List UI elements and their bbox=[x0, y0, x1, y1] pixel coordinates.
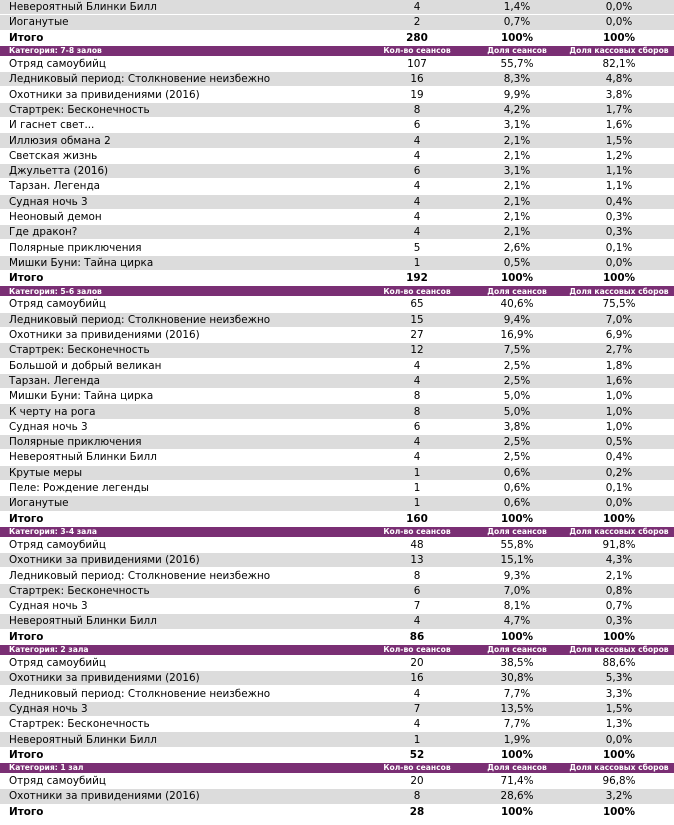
sessions-share: 0,5% bbox=[503, 256, 531, 269]
box-office-share: 4,8% bbox=[605, 73, 633, 86]
table-row bbox=[0, 328, 674, 343]
film-title: Где дракон? bbox=[9, 226, 78, 239]
total-box-office-share: 100% bbox=[602, 512, 636, 525]
film-title: Светская жизнь bbox=[9, 149, 98, 162]
sessions-count: 2 bbox=[413, 16, 421, 29]
category-header bbox=[0, 46, 674, 57]
sessions-share: 55,7% bbox=[500, 58, 534, 71]
sessions-count: 1 bbox=[413, 256, 421, 269]
total-sessions: 280 bbox=[406, 31, 428, 44]
total-box-office-share: 100% bbox=[602, 805, 636, 818]
sessions-share: 2,1% bbox=[503, 134, 531, 147]
sessions-share: 4,2% bbox=[503, 103, 531, 116]
sessions-count: 4 bbox=[413, 180, 421, 193]
sessions-count: 4 bbox=[413, 211, 421, 223]
film-title: Невероятный Блинки Билл bbox=[9, 615, 157, 628]
column-header-box-office-share: Доля кассовых сборов bbox=[569, 46, 669, 56]
sessions-share: 4,7% bbox=[503, 615, 531, 628]
sessions-share: 9,3% bbox=[503, 569, 531, 582]
film-title: И гаснет свет... bbox=[9, 119, 95, 132]
category-label: Категория: 3-4 зала bbox=[9, 527, 97, 537]
total-sessions-share: 100% bbox=[500, 748, 534, 761]
sessions-share: 2,5% bbox=[503, 359, 531, 372]
box-office-share: 0,4% bbox=[605, 451, 633, 464]
category-label: Категория: 5-6 залов bbox=[9, 286, 102, 296]
box-office-share: 0,0% bbox=[605, 256, 633, 269]
total-sessions: 160 bbox=[406, 512, 428, 525]
sessions-share: 15,1% bbox=[500, 554, 534, 567]
total-row bbox=[0, 271, 674, 286]
total-sessions: 52 bbox=[409, 748, 425, 761]
sessions-share: 2,1% bbox=[503, 211, 531, 223]
box-office-share: 82,1% bbox=[602, 58, 636, 71]
table-row bbox=[0, 0, 674, 15]
category-label: Категория: 2 зала bbox=[9, 645, 89, 655]
film-title: Судная ночь 3 bbox=[9, 600, 88, 613]
total-label: Итого bbox=[9, 805, 44, 818]
film-title: Йоганутые bbox=[9, 16, 69, 29]
total-row bbox=[0, 630, 674, 645]
total-sessions: 28 bbox=[409, 805, 425, 818]
box-office-share: 75,5% bbox=[602, 298, 636, 311]
box-office-share: 0,5% bbox=[605, 436, 633, 449]
total-label: Итого bbox=[9, 512, 44, 525]
film-title: Охотники за привидениями (2016) bbox=[9, 672, 200, 685]
sessions-share: 38,5% bbox=[500, 657, 534, 670]
total-label: Итого bbox=[9, 630, 44, 643]
box-office-share: 1,8% bbox=[605, 359, 633, 372]
table-row bbox=[0, 496, 674, 511]
column-header-sessions-share: Доля сеансов bbox=[487, 645, 547, 655]
film-title: Судная ночь 3 bbox=[9, 702, 88, 715]
film-title: Ледниковый период: Столкновение неизбежно bbox=[9, 687, 271, 700]
box-office-share: 1,0% bbox=[605, 405, 633, 418]
film-title: Стартрек: Бесконечность bbox=[9, 718, 150, 731]
sessions-share: 3,8% bbox=[503, 420, 531, 433]
table-row bbox=[0, 420, 674, 435]
box-office-share: 3,3% bbox=[605, 687, 633, 700]
film-title: Охотники за привидениями (2016) bbox=[9, 790, 200, 803]
film-title: Отряд самоубийц bbox=[9, 538, 106, 551]
sessions-share: 2,6% bbox=[503, 241, 531, 254]
sessions-share: 7,7% bbox=[503, 718, 531, 731]
box-office-share: 0,3% bbox=[605, 211, 633, 223]
sessions-share: 13,5% bbox=[500, 702, 534, 715]
sessions-count: 8 bbox=[413, 405, 421, 418]
category-header bbox=[0, 763, 674, 774]
sessions-share: 2,1% bbox=[503, 195, 531, 208]
table-row bbox=[0, 195, 674, 210]
film-title: Мишки Буни: Тайна цирка bbox=[9, 390, 154, 403]
sessions-count: 1 bbox=[413, 466, 421, 479]
sessions-count: 8 bbox=[413, 390, 421, 403]
total-sessions: 192 bbox=[406, 272, 428, 285]
total-row bbox=[0, 805, 674, 820]
table-row bbox=[0, 343, 674, 358]
film-title: Невероятный Блинки Билл bbox=[9, 1, 157, 14]
film-title: Отряд самоубийц bbox=[9, 58, 106, 71]
column-header-sessions-share: Доля сеансов bbox=[487, 763, 547, 773]
box-office-share: 0,4% bbox=[605, 195, 633, 208]
sessions-share: 28,6% bbox=[500, 790, 534, 803]
table-row bbox=[0, 538, 674, 553]
sessions-count: 4 bbox=[413, 134, 421, 147]
table-row bbox=[0, 240, 674, 255]
table-row bbox=[0, 404, 674, 419]
table-row bbox=[0, 87, 674, 102]
sessions-count: 65 bbox=[410, 298, 424, 311]
table-row bbox=[0, 313, 674, 328]
column-header-sessions: Кол-во сеансов bbox=[383, 527, 451, 537]
table-row bbox=[0, 599, 674, 614]
sessions-share: 40,6% bbox=[500, 298, 534, 311]
table-row bbox=[0, 789, 674, 804]
table-row bbox=[0, 481, 674, 496]
box-office-share: 0,0% bbox=[605, 16, 633, 29]
table-row bbox=[0, 656, 674, 671]
table-row bbox=[0, 450, 674, 465]
sessions-count: 48 bbox=[410, 538, 424, 551]
film-title: Полярные приключения bbox=[9, 241, 142, 254]
sessions-count: 19 bbox=[410, 88, 424, 101]
table-row bbox=[0, 686, 674, 701]
box-office-share: 0,0% bbox=[605, 1, 633, 14]
sessions-count: 107 bbox=[407, 58, 427, 71]
sessions-count: 4 bbox=[413, 374, 421, 387]
film-title: Судная ночь 3 bbox=[9, 420, 88, 433]
sessions-share: 2,1% bbox=[503, 149, 531, 162]
column-header-box-office-share: Доля кассовых сборов bbox=[569, 645, 669, 655]
sessions-count: 16 bbox=[410, 672, 424, 685]
box-office-share: 1,0% bbox=[605, 390, 633, 403]
film-title: Охотники за привидениями (2016) bbox=[9, 554, 200, 567]
sessions-share: 7,5% bbox=[503, 344, 531, 357]
film-title: Охотники за привидениями (2016) bbox=[9, 329, 200, 342]
film-title: Отряд самоубийц bbox=[9, 298, 106, 311]
box-office-share: 96,8% bbox=[602, 775, 636, 788]
total-sessions-share: 100% bbox=[500, 31, 534, 44]
sessions-count: 5 bbox=[413, 241, 421, 254]
table-row bbox=[0, 210, 674, 225]
film-title: Джульетта (2016) bbox=[9, 165, 109, 178]
film-title: Пеле: Рождение легенды bbox=[9, 482, 149, 495]
film-title: Ледниковый период: Столкновение неизбежно bbox=[9, 73, 271, 86]
category-section bbox=[0, 645, 674, 763]
box-office-share: 5,3% bbox=[605, 672, 633, 685]
table-row bbox=[0, 466, 674, 481]
column-header-sessions-share: Доля сеансов bbox=[487, 286, 547, 296]
sessions-count: 1 bbox=[413, 733, 421, 746]
box-office-share: 1,6% bbox=[605, 119, 633, 132]
sessions-share: 2,5% bbox=[503, 374, 531, 387]
category-label: Категория: 7-8 залов bbox=[9, 46, 102, 56]
total-box-office-share: 100% bbox=[602, 31, 636, 44]
sessions-count: 4 bbox=[413, 226, 421, 239]
category-section bbox=[0, 286, 674, 526]
film-title: Большой и добрый великан bbox=[9, 359, 162, 372]
total-label: Итого bbox=[9, 748, 44, 761]
sessions-count: 4 bbox=[413, 359, 421, 372]
category-header bbox=[0, 645, 674, 656]
sessions-share: 2,1% bbox=[503, 180, 531, 193]
sessions-count: 8 bbox=[413, 790, 421, 803]
sessions-count: 4 bbox=[413, 149, 421, 162]
sessions-count: 7 bbox=[413, 702, 421, 715]
table-row bbox=[0, 164, 674, 179]
sessions-share: 2,5% bbox=[503, 436, 531, 449]
category-section bbox=[0, 46, 674, 286]
film-title: Ледниковый период: Столкновение неизбежно bbox=[9, 569, 271, 582]
box-office-share: 0,0% bbox=[605, 497, 633, 510]
box-office-share: 0,1% bbox=[605, 482, 633, 495]
sessions-share: 0,7% bbox=[503, 16, 531, 29]
category-header bbox=[0, 527, 674, 538]
sessions-count: 6 bbox=[413, 584, 421, 597]
total-sessions: 86 bbox=[409, 630, 425, 643]
box-office-share: 1,1% bbox=[605, 165, 633, 178]
sessions-count: 12 bbox=[410, 344, 424, 357]
sessions-count: 7 bbox=[413, 600, 421, 613]
sessions-share: 71,4% bbox=[500, 775, 534, 788]
column-header-box-office-share: Доля кассовых сборов bbox=[569, 527, 669, 537]
box-office-share: 1,6% bbox=[605, 374, 633, 387]
sessions-share: 1,9% bbox=[503, 733, 531, 746]
sessions-share: 0,6% bbox=[503, 466, 531, 479]
table-row bbox=[0, 568, 674, 583]
box-office-share: 88,6% bbox=[602, 657, 636, 670]
box-office-share: 0,8% bbox=[605, 584, 633, 597]
film-title: Крутые меры bbox=[9, 466, 83, 479]
table-row bbox=[0, 389, 674, 404]
film-title: Мишки Буни: Тайна цирка bbox=[9, 256, 154, 269]
sessions-count: 27 bbox=[410, 329, 424, 342]
film-title: Тарзан. Легенда bbox=[9, 180, 101, 193]
column-header-sessions-share: Доля сеансов bbox=[487, 46, 547, 56]
table-row bbox=[0, 179, 674, 194]
sessions-share: 7,7% bbox=[503, 687, 531, 700]
box-office-share: 1,7% bbox=[605, 103, 633, 116]
sessions-count: 4 bbox=[413, 436, 421, 449]
sessions-count: 4 bbox=[413, 718, 421, 731]
column-header-sessions: Кол-во сеансов bbox=[383, 763, 451, 773]
category-section bbox=[0, 763, 674, 820]
total-sessions-share: 100% bbox=[500, 805, 534, 818]
box-office-share: 0,0% bbox=[605, 733, 633, 746]
film-title: Невероятный Блинки Билл bbox=[9, 451, 157, 464]
film-title: Отряд самоубийц bbox=[9, 657, 106, 670]
total-sessions-share: 100% bbox=[500, 272, 534, 285]
film-title: Стартрек: Бесконечность bbox=[9, 344, 150, 357]
table-row bbox=[0, 435, 674, 450]
table-row bbox=[0, 702, 674, 717]
box-office-share: 3,8% bbox=[605, 88, 633, 101]
total-row bbox=[0, 512, 674, 527]
column-header-sessions-share: Доля сеансов bbox=[487, 527, 547, 537]
film-title: Тарзан. Легенда bbox=[9, 374, 101, 387]
column-header-sessions: Кол-во сеансов bbox=[383, 286, 451, 296]
sessions-share: 55,8% bbox=[500, 538, 534, 551]
box-office-share: 1,5% bbox=[605, 702, 633, 715]
total-row bbox=[0, 31, 674, 46]
film-title: Йоганутые bbox=[9, 497, 69, 510]
table-row bbox=[0, 732, 674, 747]
sessions-count: 15 bbox=[410, 313, 424, 326]
sessions-count: 6 bbox=[413, 420, 421, 433]
table-row bbox=[0, 133, 674, 148]
box-office-share: 0,2% bbox=[605, 466, 633, 479]
table-row bbox=[0, 225, 674, 240]
total-box-office-share: 100% bbox=[602, 748, 636, 761]
sessions-count: 13 bbox=[410, 554, 424, 567]
film-title: Судная ночь 3 bbox=[9, 195, 88, 208]
table-row bbox=[0, 72, 674, 87]
category-label: Категория: 1 зал bbox=[9, 763, 84, 773]
table-row bbox=[0, 584, 674, 599]
film-title: Ледниковый период: Столкновение неизбежно bbox=[9, 313, 271, 326]
box-office-share: 4,3% bbox=[605, 554, 633, 567]
total-box-office-share: 100% bbox=[602, 272, 636, 285]
category-section bbox=[0, 527, 674, 645]
table-row bbox=[0, 553, 674, 568]
total-label: Итого bbox=[9, 31, 44, 44]
sessions-share: 3,1% bbox=[503, 119, 531, 132]
box-office-share: 0,3% bbox=[605, 615, 633, 628]
total-sessions-share: 100% bbox=[500, 630, 534, 643]
sessions-count: 8 bbox=[413, 569, 421, 582]
sessions-share: 30,8% bbox=[500, 672, 534, 685]
table-row bbox=[0, 15, 674, 30]
sessions-share: 9,4% bbox=[503, 313, 531, 326]
sessions-share: 8,1% bbox=[503, 600, 531, 613]
sessions-count: 6 bbox=[413, 119, 421, 132]
box-office-share: 1,0% bbox=[605, 420, 633, 433]
box-office-share: 91,8% bbox=[602, 538, 636, 551]
sessions-count: 20 bbox=[410, 775, 424, 788]
table-row bbox=[0, 149, 674, 164]
film-title: Стартрек: Бесконечность bbox=[9, 103, 150, 116]
sessions-count: 8 bbox=[413, 103, 421, 116]
sessions-share: 0,6% bbox=[503, 497, 531, 510]
box-office-share: 7,0% bbox=[605, 313, 633, 326]
box-office-share: 1,2% bbox=[605, 149, 633, 162]
sessions-share: 8,3% bbox=[503, 73, 531, 86]
film-title: К черту на рога bbox=[9, 405, 96, 418]
box-office-share: 3,2% bbox=[605, 790, 633, 803]
film-title: Отряд самоубийц bbox=[9, 775, 106, 788]
box-office-share: 1,1% bbox=[605, 180, 633, 193]
sessions-share: 0,6% bbox=[503, 482, 531, 495]
sessions-share: 16,9% bbox=[500, 329, 534, 342]
box-office-share: 1,5% bbox=[605, 134, 633, 147]
table-row bbox=[0, 256, 674, 271]
sessions-count: 4 bbox=[413, 687, 421, 700]
column-header-box-office-share: Доля кассовых сборов bbox=[569, 763, 669, 773]
column-header-sessions: Кол-во сеансов bbox=[383, 645, 451, 655]
box-office-share: 2,1% bbox=[605, 569, 633, 582]
sessions-count: 1 bbox=[413, 482, 421, 495]
column-header-box-office-share: Доля кассовых сборов bbox=[569, 286, 669, 296]
sessions-count: 4 bbox=[413, 451, 421, 464]
total-label: Итого bbox=[9, 272, 44, 285]
sessions-share: 2,5% bbox=[503, 451, 531, 464]
sessions-count: 4 bbox=[413, 1, 421, 14]
box-office-share: 0,7% bbox=[605, 600, 633, 613]
film-title: Полярные приключения bbox=[9, 436, 142, 449]
film-title: Охотники за привидениями (2016) bbox=[9, 88, 200, 101]
column-header-sessions: Кол-во сеансов bbox=[383, 46, 451, 56]
box-office-share: 0,1% bbox=[605, 241, 633, 254]
category-header bbox=[0, 286, 674, 297]
table-row bbox=[0, 359, 674, 374]
table-row bbox=[0, 297, 674, 312]
total-sessions-share: 100% bbox=[500, 512, 534, 525]
sessions-share: 1,4% bbox=[503, 1, 531, 14]
box-office-share: 2,7% bbox=[605, 344, 633, 357]
sessions-count: 16 bbox=[410, 73, 424, 86]
table-row bbox=[0, 103, 674, 118]
total-box-office-share: 100% bbox=[602, 630, 636, 643]
film-title: Иллюзия обмана 2 bbox=[9, 134, 111, 147]
film-title: Невероятный Блинки Билл bbox=[9, 733, 157, 746]
sessions-share: 2,1% bbox=[503, 226, 531, 239]
film-title: Неоновый демон bbox=[9, 211, 102, 223]
sessions-count: 6 bbox=[413, 165, 421, 178]
table-row bbox=[0, 717, 674, 732]
box-office-share: 6,9% bbox=[605, 329, 633, 342]
box-office-share: 1,3% bbox=[605, 718, 633, 731]
table-row bbox=[0, 118, 674, 133]
category-sections bbox=[0, 46, 674, 820]
sessions-count: 4 bbox=[413, 615, 421, 628]
sessions-count: 4 bbox=[413, 195, 421, 208]
total-row bbox=[0, 748, 674, 763]
sessions-count: 1 bbox=[413, 497, 421, 510]
table-row bbox=[0, 614, 674, 629]
table-row bbox=[0, 374, 674, 389]
table-row bbox=[0, 671, 674, 686]
sessions-share: 5,0% bbox=[503, 405, 531, 418]
table-row bbox=[0, 774, 674, 789]
sessions-count: 20 bbox=[410, 657, 424, 670]
sessions-share: 5,0% bbox=[503, 390, 531, 403]
film-title: Стартрек: Бесконечность bbox=[9, 584, 150, 597]
sessions-share: 7,0% bbox=[503, 584, 531, 597]
table-row bbox=[0, 57, 674, 72]
box-office-share: 0,3% bbox=[605, 226, 633, 239]
sessions-share: 9,9% bbox=[503, 88, 531, 101]
sessions-share: 3,1% bbox=[503, 165, 531, 178]
